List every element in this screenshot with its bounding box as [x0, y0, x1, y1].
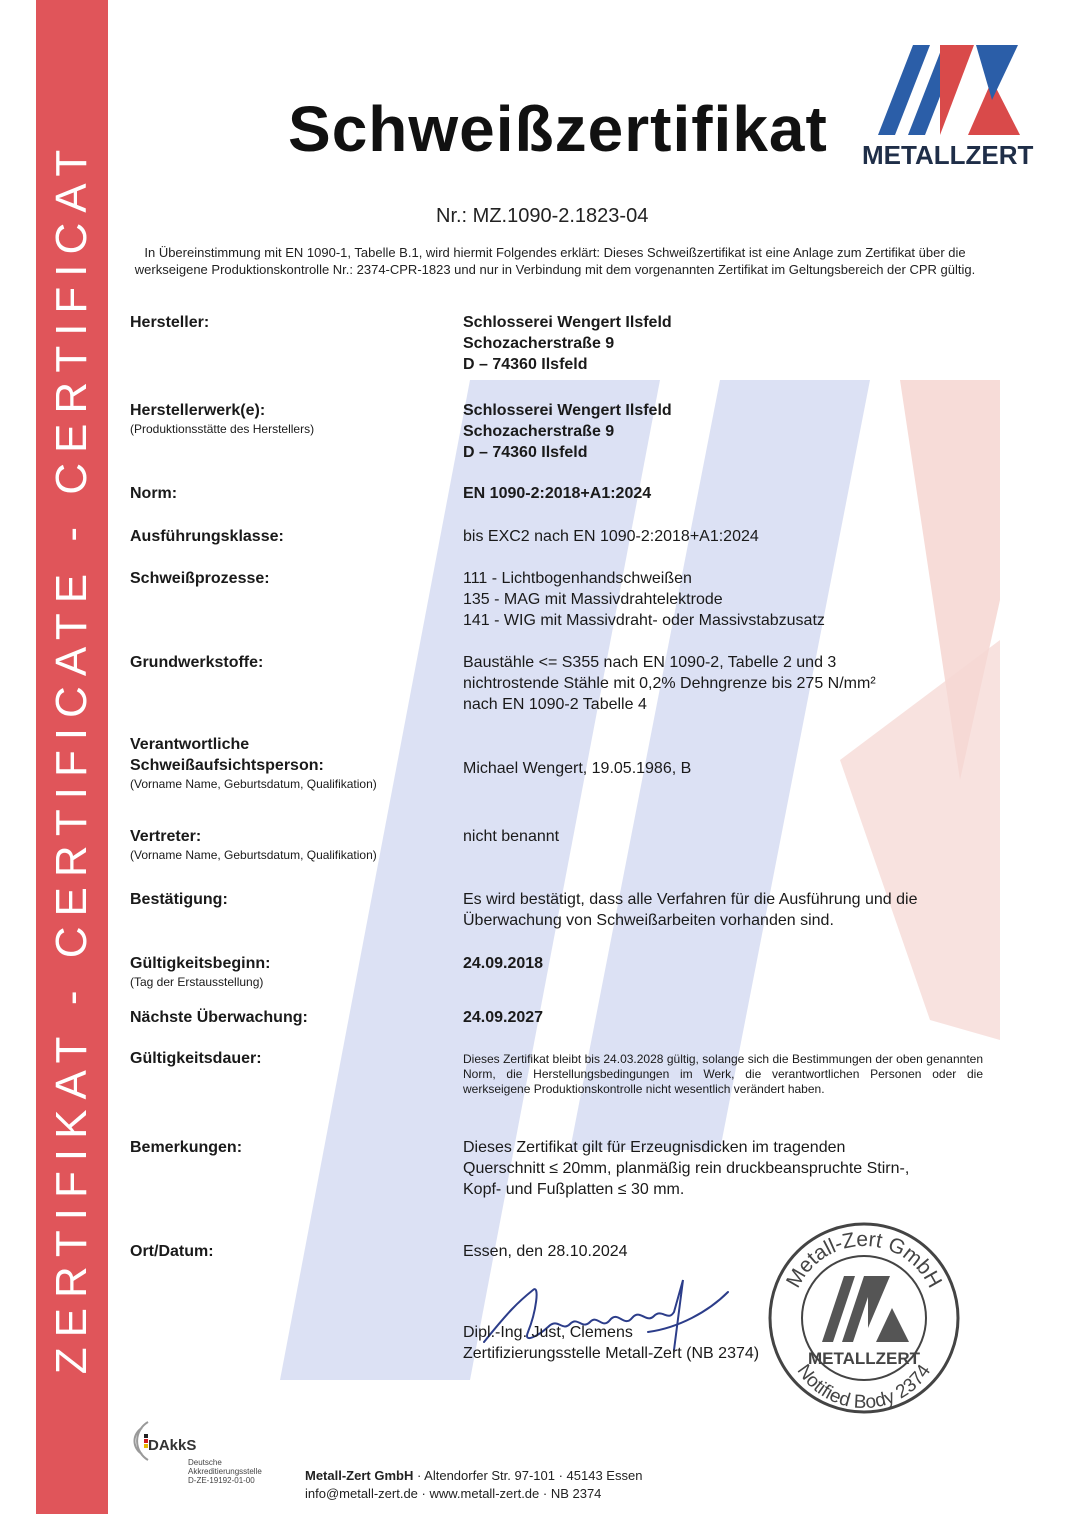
dakks-name: DAkkS — [148, 1437, 197, 1454]
value-line: Baustähle <= S355 nach EN 1090-2, Tabelle 2 und 3 — [463, 654, 837, 671]
dakks-subtitle — [188, 1458, 278, 1485]
value-line: Kopf- und Fußplatten ≤ 30 mm. — [463, 1181, 685, 1198]
seal-center-text: METALLZERT — [807, 1349, 921, 1368]
field-label: Bestätigung: — [130, 891, 228, 908]
field-value: Dieses Zertifikat bleibt bis 24.03.2028 gültig, solange sich die Bestimmungen der oben genannten Norm, die Herstellungsbedingungen im Werk, die verantwortlichen Personen oder die werkseigene Produktionskontrolle nicht wesentlich verändert haben. — [463, 1052, 983, 1096]
label-main: Schweißaufsichtsperson: — [130, 757, 324, 774]
field-value — [463, 1137, 983, 1200]
seal-stamp — [764, 1218, 964, 1418]
field-value: bis EXC2 nach EN 1090-2:2018+A1:2024 — [463, 528, 759, 545]
field-value — [463, 312, 983, 375]
field-value — [463, 568, 983, 631]
label-main: Herstellerwerk(e): — [130, 402, 266, 419]
signer-name: Dipl.-Ing. Just, Clemens — [463, 1324, 633, 1341]
value-line: Schozacherstraße 9 — [463, 423, 615, 440]
footer — [305, 1467, 642, 1503]
field-label: Norm: — [130, 485, 178, 502]
side-band-text: ZERTIFIKAT - CERTIFICATE - CERTIFICAT — [47, 139, 96, 1375]
label-sub: (Vorname Name, Geburtsdatum, Qualifikation) — [130, 777, 377, 791]
value-line: 141 - WIG mit Massivdraht- oder Massivstabzusatz — [463, 612, 825, 629]
label-sub: (Produktionsstätte des Herstellers) — [130, 422, 315, 436]
metallzert-logo-icon — [868, 40, 1028, 140]
intro-paragraph: In Übereinstimmung mit EN 1090-1, Tabelle B.1, wird hiermit Folgendes erklärt: Dieses Schweißzertifikat ist eine Anlage zum Zertifikat über die werkseigene Produktionskontrolle Nr.: 2374-CPR-1823 und nur in Verbindung mit dem vorgenannten Zertifikat im Geltungsbereich der CPR gültig. — [134, 245, 976, 277]
value-line: nach EN 1090-2 Tabelle 4 — [463, 696, 647, 713]
field-value: 24.09.2027 — [463, 1009, 544, 1026]
value-line: 135 - MAG mit Massivdrahtelektrode — [463, 591, 723, 608]
value-line: Querschnitt ≤ 20mm, planmäßig rein druckbeanspruchte Stirn-, — [463, 1160, 910, 1177]
field-label: Ausführungsklasse: — [130, 528, 284, 545]
field-value — [463, 400, 983, 463]
field-label — [130, 400, 450, 438]
certificate-title: Schweißzertifikat — [288, 93, 828, 165]
field-value: 24.09.2018 — [463, 955, 544, 972]
field-value: EN 1090-2:2018+A1:2024 — [463, 485, 652, 502]
value-line: D – 74360 Ilsfeld — [463, 444, 588, 461]
signer-block — [463, 1322, 759, 1364]
label-main: Verantwortliche — [130, 736, 250, 753]
seal-bottom-text: Notified Body 2374 — [792, 1360, 936, 1414]
value-line: Schlosserei Wengert Ilsfeld — [463, 314, 672, 331]
dakks-sub-line: Deutsche — [188, 1458, 222, 1467]
label-main: Vertreter: — [130, 828, 202, 845]
value-line: Dieses Zertifikat gilt für Erzeugnisdicken im tragenden — [463, 1139, 846, 1156]
value-line: nichtrostende Stähle mit 0,2% Dehngrenze bis 275 N/mm² — [463, 675, 876, 692]
field-label: Nächste Überwachung: — [130, 1009, 308, 1026]
field-value: Michael Wengert, 19.05.1986, B — [463, 760, 692, 777]
field-label: Schweißprozesse: — [130, 570, 270, 587]
field-label: Hersteller: — [130, 314, 210, 331]
field-label: Grundwerkstoffe: — [130, 654, 264, 671]
field-label — [130, 734, 450, 793]
metallzert-logo-text: METALLZERT — [862, 140, 1034, 170]
field-label: Gültigkeitsdauer: — [130, 1050, 262, 1067]
certificate-number: Nr.: MZ.1090-2.1823-04 — [436, 205, 649, 227]
field-value: Es wird bestätigt, dass alle Verfahren für die Ausführung und die Überwachung von Schweißarbeiten vorhanden sind. — [463, 891, 918, 929]
field-value — [463, 652, 983, 715]
value-line: Schozacherstraße 9 — [463, 335, 615, 352]
seal-top-text: Metall-Zert GmbH — [781, 1227, 947, 1292]
field-label: Ort/Datum: — [130, 1243, 214, 1260]
dakks-sub-line: D-ZE-19192-01-00 — [188, 1476, 255, 1485]
svg-text:Notified Body 2374 — [793, 1361, 936, 1414]
dakks-sub-line: Akkreditierungsstelle — [188, 1467, 262, 1476]
footer-address: · Altendorfer Str. 97-101 · 45143 Essen — [413, 1468, 643, 1483]
label-sub: (Tag der Erstausstellung) — [130, 975, 264, 989]
field-label — [130, 826, 450, 864]
footer-address-line — [305, 1467, 642, 1485]
value-line: 111 - Lichtbogenhandschweißen — [463, 570, 692, 587]
field-value: Essen, den 28.10.2024 — [463, 1243, 628, 1260]
footer-contact: info@metall-zert.de · www.metall-zert.de · NB 2374 — [305, 1486, 602, 1501]
label-sub: (Vorname Name, Geburtsdatum, Qualifikation) — [130, 848, 377, 862]
field-label: Bemerkungen: — [130, 1139, 243, 1156]
signer-organization: Zertifizierungsstelle Metall-Zert (NB 2374) — [463, 1345, 760, 1362]
value-line: Schlosserei Wengert Ilsfeld — [463, 402, 672, 419]
footer-company: Metall-Zert GmbH — [305, 1468, 414, 1483]
field-value: nicht benannt — [463, 828, 560, 845]
label-main: Gültigkeitsbeginn: — [130, 955, 271, 972]
field-label — [130, 953, 450, 991]
value-line: D – 74360 Ilsfeld — [463, 356, 588, 373]
